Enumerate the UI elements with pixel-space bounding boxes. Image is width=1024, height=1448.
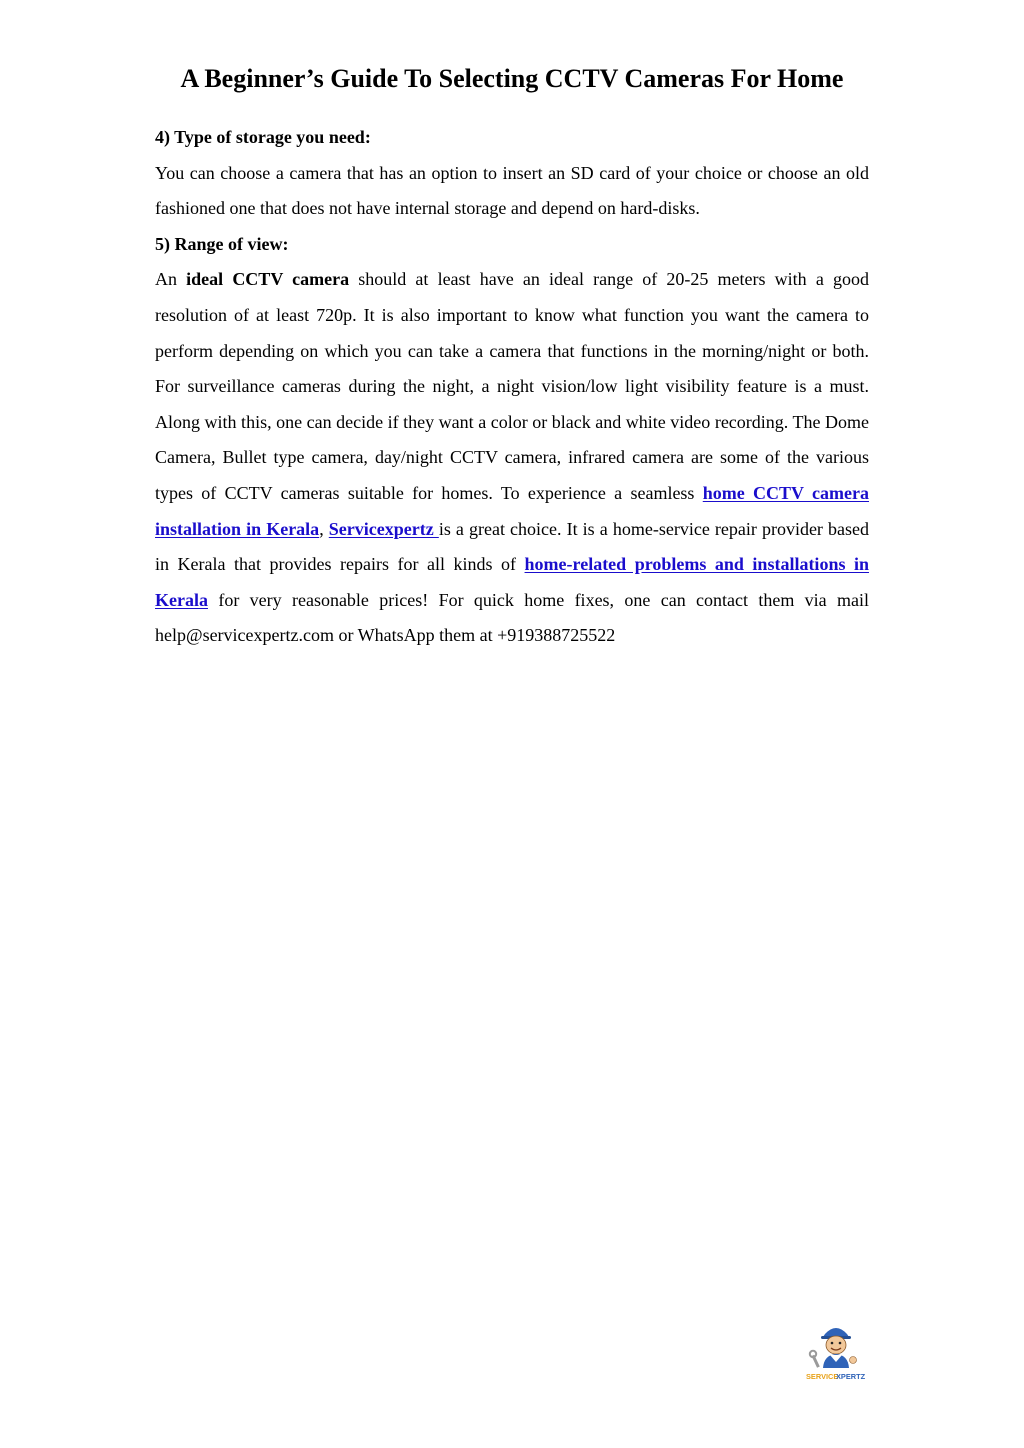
logo-text-expertz: XPERTZ [836, 1372, 866, 1381]
text-segment: , [319, 518, 329, 539]
article-body [155, 120, 869, 654]
section-heading-storage: 4) Type of storage you need: [155, 127, 371, 147]
page-title: A Beginner’s Guide To Selecting CCTV Cameras For Home [180, 64, 844, 93]
link-servicexpertz[interactable]: Servicexpertz [328, 518, 439, 539]
text-segment: should at least have an ideal range of 20-25 meters with a good resolution of at least 720p. It is also important to know what function you want the camera to perform depending on which you can take a camera that functions in the morning/night or both. For surveillance cameras during the night, a night vision/low light visibility feature is a must. Along with this, one can decide if they want a color or black and white video recording. The Dome Camera, Bullet type camera, day/night CCTV camera, infrared camera are some of the various types of CCTV cameras suitable for homes. To experience a seamless [155, 269, 869, 503]
section-heading-range: 5) Range of view: [155, 233, 289, 254]
text-segment: An [155, 269, 187, 290]
link-home-related-problems[interactable]: home-related problems and installations in Kerala [155, 554, 869, 610]
section-text-storage: You can choose a camera that has an option to insert an SD card of your choice or choose an old fashioned one that does not have internal storage and depend on hard-disks. [155, 162, 869, 219]
servicexpertz-logo [803, 1318, 869, 1384]
text-segment: is a great choice. It is a home-service repair provider based in Kerala that provides repairs for all kinds of [155, 518, 869, 575]
logo-text-service: SERVICE [806, 1372, 839, 1381]
mascot-icon [803, 1318, 869, 1384]
text-segment: for very reasonable prices! For quick home fixes, one can contact them via mail help@servicexpertz.com or WhatsApp them at +919388725522 [155, 589, 869, 646]
link-home-cctv-installation[interactable]: home CCTV camera installation in Kerala [155, 482, 869, 539]
section-text-range [155, 262, 869, 654]
bold-keyword: ideal CCTV camera [186, 269, 350, 290]
